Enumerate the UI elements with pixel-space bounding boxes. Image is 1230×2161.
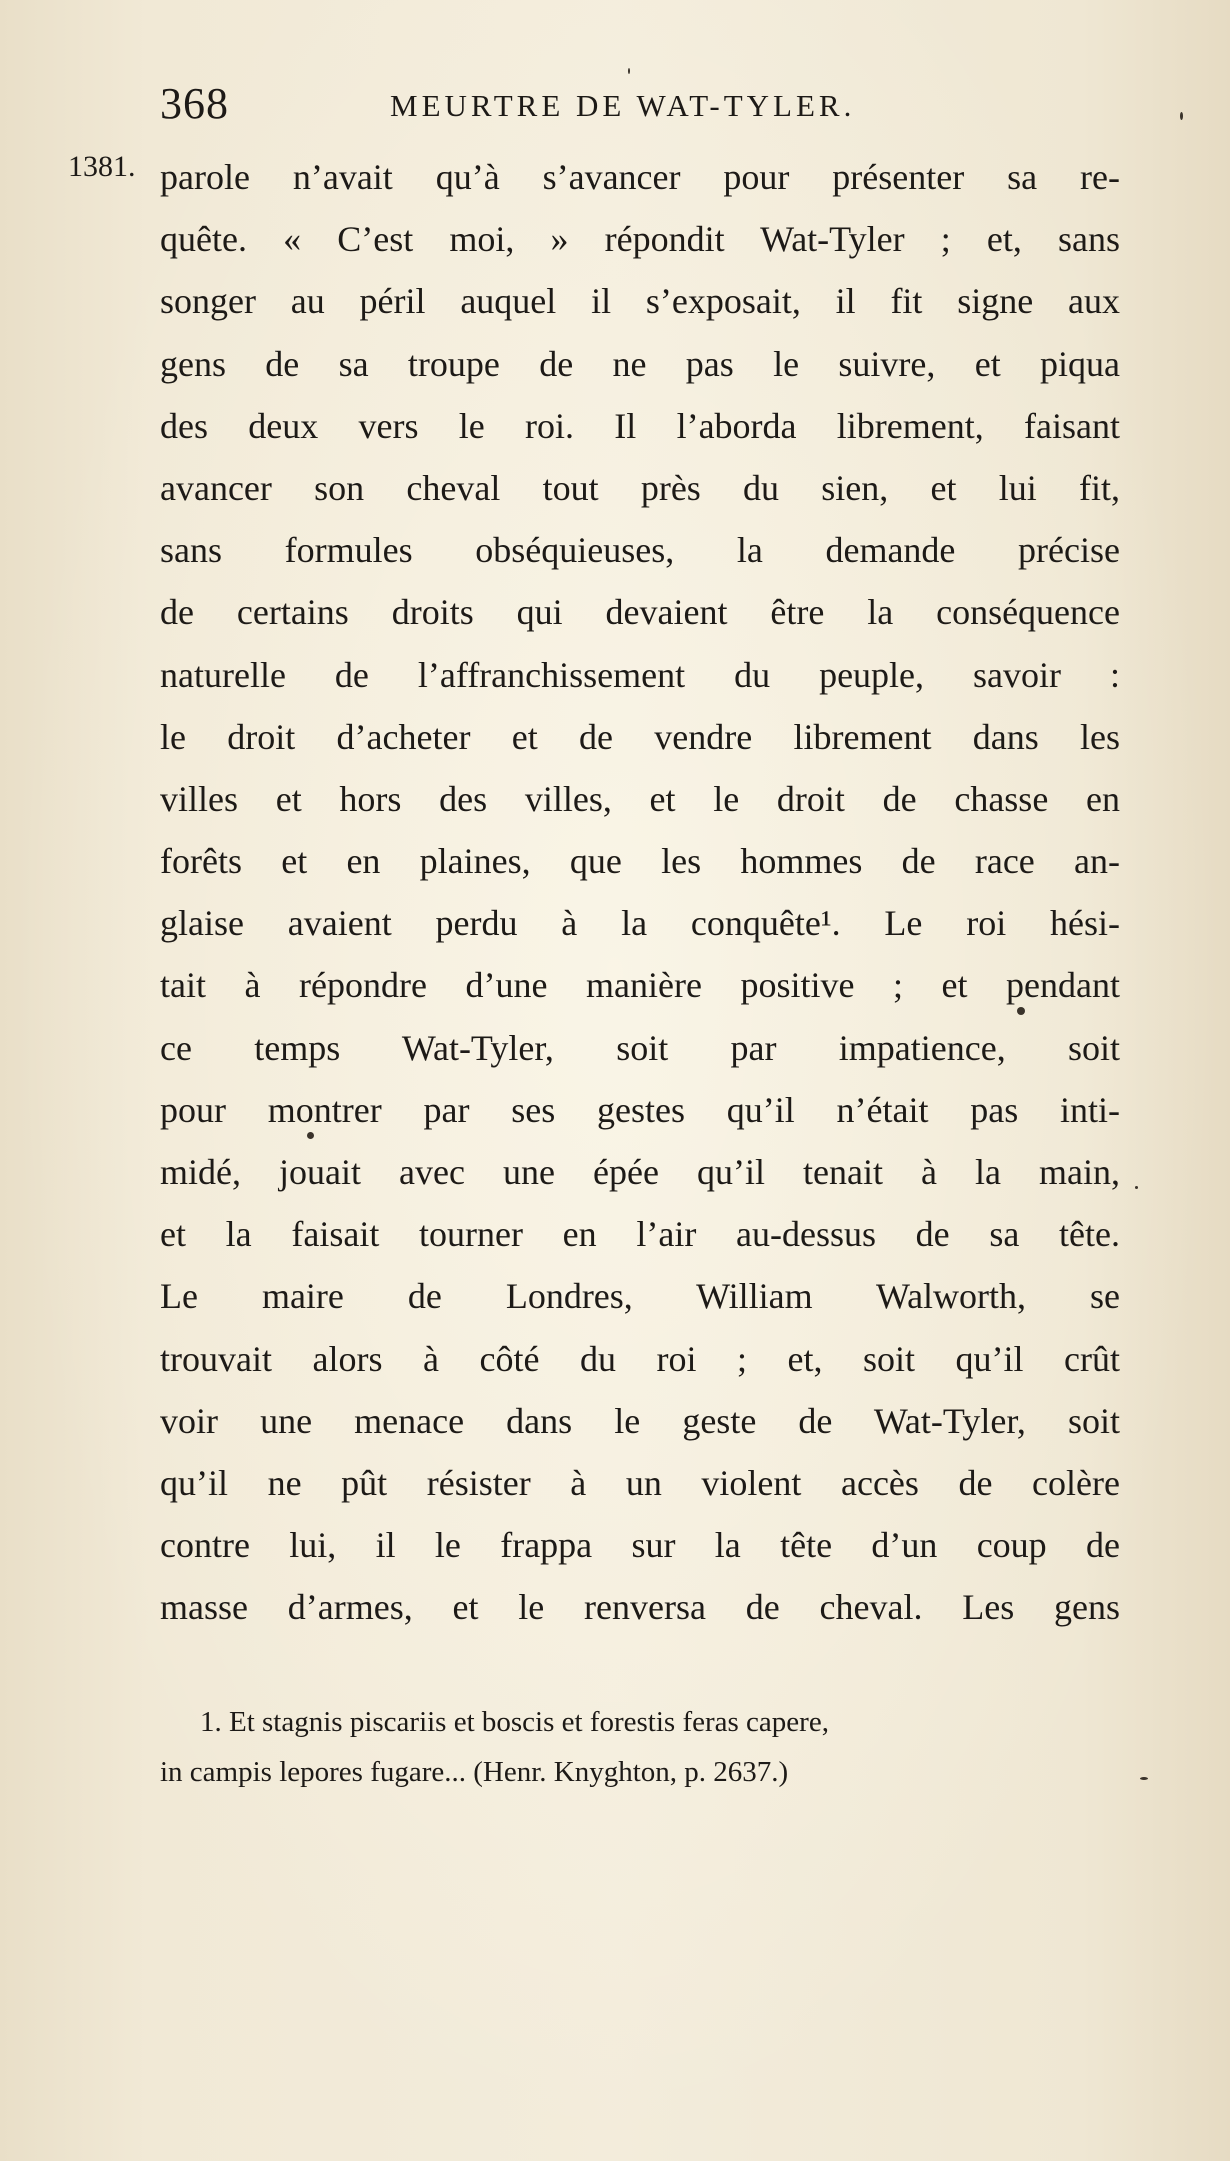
body-line: voir une menace dans le geste de Wat-Tyler, soit — [160, 1400, 1120, 1441]
body-line: avancer son cheval tout près du sien, et lui fit, — [160, 467, 1120, 508]
body-line: trouvait alors à côté du roi ; et, soit qu’il crût — [160, 1338, 1120, 1379]
body-line: Le maire de Londres, William Walworth, se — [160, 1276, 1120, 1317]
footnote — [160, 1697, 1120, 1797]
body-line: glaise avaient perdu à la conquête¹. Le roi hési- — [160, 903, 1120, 944]
body-line: et la faisait tourner en l’air au-dessus de sa tête. — [160, 1214, 1120, 1255]
page-number: 368 — [160, 79, 229, 128]
body-line: ce temps Wat-Tyler, soit par impatience, soit — [160, 1027, 1120, 1068]
footnote-line: 1. Et stagnis piscariis et boscis et forestis feras capere, — [200, 1706, 829, 1738]
body-line: qu’il ne pût résister à un violent accès de colère — [160, 1462, 1120, 1503]
ink-speck — [628, 68, 630, 74]
body-line: pour montrer par ses gestes qu’il n’était pas inti- — [160, 1089, 1120, 1130]
body-line: masse d’armes, et le renversa de cheval. Les gens — [160, 1587, 1120, 1628]
margin-year-note: 1381. — [68, 150, 136, 183]
body-line: songer au péril auquel il s’exposait, il fit signe aux — [160, 281, 1120, 322]
body-line: villes et hors des villes, et le droit de chasse en — [160, 778, 1120, 819]
body-line: gens de sa troupe de ne pas le suivre, et piqua — [160, 343, 1120, 384]
running-head — [160, 78, 1160, 138]
body-line: sans formules obséquieuses, la demande précise — [160, 530, 1120, 571]
ink-speck — [1135, 1186, 1138, 1189]
body-line: quête. « C’est moi, » répondit Wat-Tyler ; et, sans — [160, 219, 1120, 260]
running-title: MEURTRE DE WAT-TYLER. — [390, 88, 856, 123]
body-line: forêts et en plaines, que les hommes de race an- — [160, 841, 1120, 882]
body-line: de certains droits qui devaient être la conséquence — [160, 592, 1120, 633]
body-text — [160, 146, 1120, 1639]
body-line: contre lui, il le frappa sur la tête d’un coup de — [160, 1525, 1120, 1566]
ink-speck — [1017, 1007, 1025, 1015]
body-line: tait à répondre d’une manière positive ; et pendant — [160, 965, 1120, 1006]
ink-speck — [1140, 1777, 1148, 1780]
body-line: naturelle de l’affranchissement du peuple, savoir : — [160, 654, 1120, 695]
body-line: parole n’avait qu’à s’avancer pour présenter sa re- — [160, 157, 1120, 197]
body-line: des deux vers le roi. Il l’aborda librement, faisant — [160, 405, 1120, 446]
body-line: le droit d’acheter et de vendre librement dans les — [160, 716, 1120, 757]
ink-speck — [307, 1132, 314, 1139]
body-line: midé, jouait avec une épée qu’il tenait à la main, — [160, 1152, 1120, 1192]
footnote-line: in campis lepores fugare... (Henr. Knyghton, p. 2637.) — [160, 1756, 789, 1788]
ink-speck — [1180, 112, 1183, 120]
